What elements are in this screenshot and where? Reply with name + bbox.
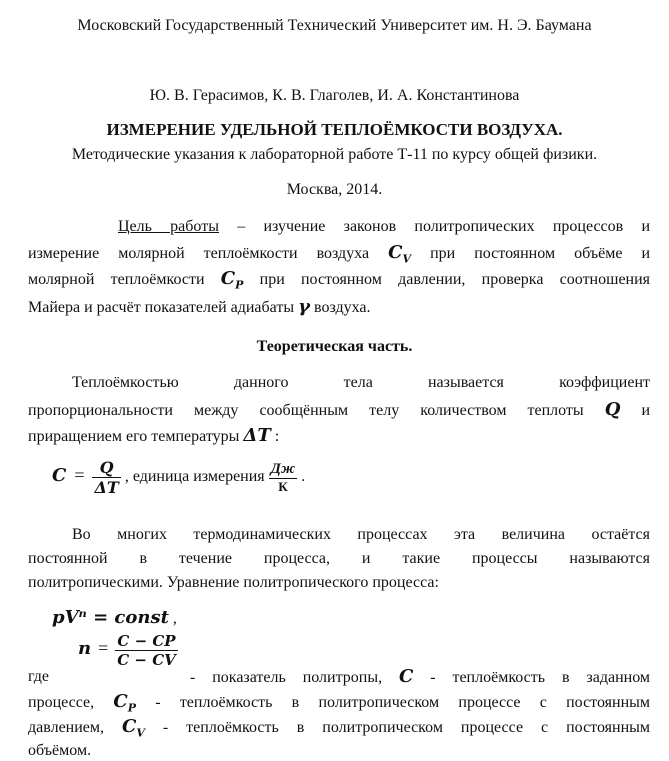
purpose-line-1: Цель работы – изучение законов политропических процессов и — [118, 218, 651, 235]
section-heading: Теоретическая часть. — [256, 338, 413, 355]
polytropic-index-formula: n = $\frac{C - CP}{C - CV}$ — [78, 632, 176, 669]
purpose-label: Цель работы — [118, 218, 219, 235]
heat-capacity-formula: C = $\frac{Q}{\Delta T}$ , единица измерения $\frac{Дж}{К}$ . — [52, 458, 306, 497]
def-line-1: - показатель политропы, C - теплоёмкость в заданном — [190, 666, 651, 687]
def-line-3: давлением, $C_V$ - теплоёмкость в политропическом процессе с постоянным — [28, 716, 651, 740]
symbol-delta-t: ΔT — [243, 425, 271, 446]
fraction-n: $\frac{C - CP}{C - CV}$ — [117, 632, 176, 669]
document-title: ИЗМЕРЕНИЕ УДЕЛЬНОЙ ТЕПЛОЁМКОСТИ ВОЗДУХА. — [106, 120, 563, 139]
place-year: Москва, 2014. — [286, 181, 383, 198]
symbol-gamma: γ — [298, 296, 310, 317]
unit-fraction: $\frac{Дж}{К}$ — [270, 460, 296, 494]
fraction-q-over-dt: $\frac{Q}{\Delta T}$ — [94, 458, 119, 497]
symbol-cp: $C_P$ — [220, 268, 244, 292]
theory-p1-line-3: приращением его температуры ΔT : — [28, 425, 280, 446]
theory-p1-line-1: Теплоёмкостью данного тела называется коэффициент — [72, 374, 650, 391]
document-subtitle: Методические указания к лабораторной работе Т-11 по курсу общей физики. — [71, 146, 598, 163]
theory-p2-line-3: политропическими. Уравнение политропического процесса: — [28, 574, 439, 591]
symbol-q: Q — [604, 399, 621, 420]
theory-p2-line-1: Во многих термодинамических процессах эта величина остаётся — [72, 526, 650, 543]
theory-p1-line-2: пропорциональности между сообщённым телу количеством теплоты Q и — [28, 399, 651, 420]
def-line-4: объёмом. — [28, 742, 92, 759]
theory-p2-line-2: постоянной в течение процесса, и такие процессы называются — [28, 550, 650, 567]
def-line-2: процессе, $C_P$ - теплоёмкость в политропическом процессе с постоянным — [28, 691, 650, 715]
symbol-cv: $C_V$ — [388, 242, 412, 266]
purpose-line-4: Майера и расчёт показателей адиабаты γ воздуха. — [28, 296, 371, 317]
purpose-line-2: измерение молярной теплоёмкости воздуха $C_V$ при постоянном объёме и — [28, 242, 651, 266]
polytropic-equation: pVⁿ = const , — [52, 607, 177, 628]
purpose-line-3: молярной теплоёмкости $C_P$ при постоянном давлении, проверка соотношения — [28, 268, 651, 292]
university-name: Московский Государственный Технический Университет им. Н. Э. Баумана — [77, 17, 592, 34]
authors: Ю. В. Герасимов, К. В. Глаголев, И. А. Константинова — [149, 87, 520, 104]
where-label: где — [28, 668, 50, 685]
